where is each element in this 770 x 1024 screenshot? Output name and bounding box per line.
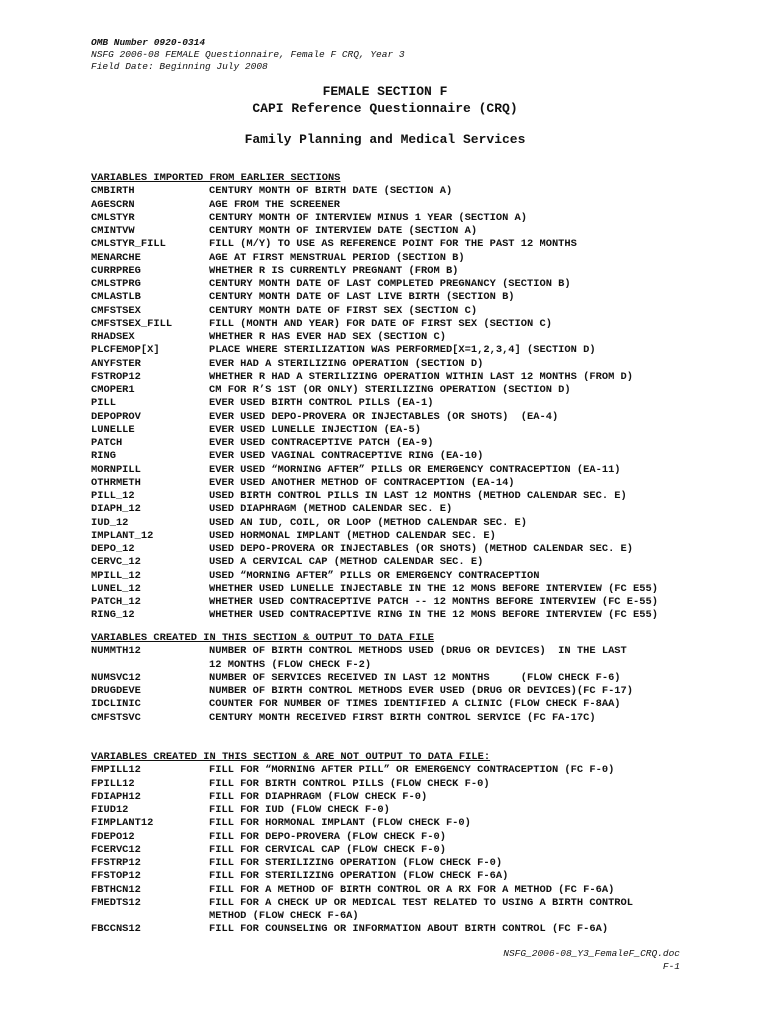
variable-name: CMBIRTH bbox=[91, 185, 135, 198]
variable-description: NUMBER OF SERVICES RECEIVED IN LAST 12 MONTHS (FLOW CHECK F-6) bbox=[209, 671, 621, 684]
variable-name: RHADSEX bbox=[91, 331, 135, 343]
variable-row bbox=[91, 490, 711, 503]
variable-description: CENTURY MONTH OF INTERVIEW MINUS 1 YEAR (SECTION A) bbox=[209, 211, 528, 224]
variable-row bbox=[91, 804, 711, 817]
variable-description: CENTURY MONTH RECEIVED FIRST BIRTH CONTROL SERVICE (FC FA-17C) bbox=[209, 711, 596, 724]
variable-description: EVER USED BIRTH CONTROL PILLS (EA-1) bbox=[209, 397, 434, 410]
variable-row bbox=[91, 371, 711, 384]
variable-name: FSTROP12 bbox=[91, 370, 141, 383]
variable-name: PILL bbox=[91, 397, 116, 410]
variable-name: DRUGDEVE bbox=[91, 685, 141, 697]
variable-description: EVER USED “MORNING AFTER” PILLS OR EMERGENCY CONTRACEPTION (EA-11) bbox=[209, 463, 621, 476]
variable-row bbox=[91, 424, 711, 437]
variable-row bbox=[91, 464, 711, 477]
variable-description: FILL FOR STERILIZING OPERATION (FLOW CHECK F-0) bbox=[209, 857, 503, 869]
variable-description: USED A CERVICAL CAP (METHOD CALENDAR SEC. E) bbox=[209, 556, 484, 569]
variable-description: NUMBER OF BIRTH CONTROL METHODS EVER USED (DRUG OR DEVICES)(FC F-17) bbox=[209, 685, 634, 697]
variable-row bbox=[91, 397, 711, 410]
variable-name: PATCH bbox=[91, 437, 123, 449]
variable-name: AGESCRN bbox=[91, 198, 135, 211]
variable-row bbox=[91, 411, 711, 424]
created-output-section bbox=[91, 632, 711, 725]
variable-name: DEPO_12 bbox=[91, 543, 135, 555]
survey-line: NSFG 2006-08 FEMALE Questionnaire, Female F CRQ, Year 3 bbox=[91, 49, 405, 61]
variable-description: CENTURY MONTH OF BIRTH DATE (SECTION A) bbox=[209, 185, 453, 198]
variable-list bbox=[91, 764, 711, 936]
page-number: F-1 bbox=[662, 960, 680, 972]
variable-name: RING_12 bbox=[91, 609, 135, 622]
variable-row bbox=[91, 331, 711, 344]
variable-row bbox=[91, 199, 711, 212]
topic-title: Family Planning and Medical Services bbox=[244, 132, 526, 147]
variable-name: NUMMTH12 bbox=[91, 645, 141, 658]
variable-description: WHETHER R HAS EVER HAD SEX (SECTION C) bbox=[209, 331, 446, 343]
variable-description: USED DIAPHRAGM (METHOD CALENDAR SEC. E) bbox=[209, 503, 453, 516]
variable-description: FILL FOR COUNSELING OR INFORMATION ABOUT BIRTH CONTROL (FC F-6A) bbox=[209, 923, 609, 936]
variable-name: FPILL12 bbox=[91, 777, 135, 790]
variable-name: IDCLINIC bbox=[91, 698, 141, 711]
variable-name: LUNELLE bbox=[91, 423, 135, 436]
variable-list bbox=[91, 645, 711, 725]
variable-description: WHETHER R HAD A STERILIZING OPERATION WITHIN LAST 12 MONTHS (FROM D) bbox=[209, 370, 634, 383]
page-footer bbox=[503, 948, 680, 973]
field-date: Field Date: Beginning July 2008 bbox=[91, 61, 268, 73]
variable-name: FFSTRP12 bbox=[91, 857, 141, 869]
variable-row bbox=[91, 278, 711, 291]
variable-description: FILL FOR BIRTH CONTROL PILLS (FLOW CHECK F-0) bbox=[209, 777, 490, 790]
variable-name: FCERVC12 bbox=[91, 843, 141, 856]
variable-name: CERVC_12 bbox=[91, 556, 141, 569]
variable-description: USED “MORNING AFTER” PILLS OR EMERGENCY CONTRACEPTION bbox=[209, 569, 540, 582]
variable-row bbox=[91, 212, 711, 225]
variable-description: EVER HAD A STERILIZING OPERATION (SECTION D) bbox=[209, 357, 484, 370]
variable-description: FILL FOR A METHOD OF BIRTH CONTROL OR A RX FOR A METHOD (FC F-6A) bbox=[209, 883, 615, 896]
variable-description: WHETHER USED CONTRACEPTIVE PATCH -- 12 MONTHS BEFORE INTERVIEW (FC E-55) bbox=[209, 596, 658, 608]
variable-description: AGE FROM THE SCREENER bbox=[209, 198, 340, 211]
variable-name: IUD_12 bbox=[91, 516, 129, 529]
variable-list bbox=[91, 185, 711, 622]
variable-name: FDIAPH12 bbox=[91, 790, 141, 803]
variable-row bbox=[91, 543, 711, 556]
variable-name: FFSTOP12 bbox=[91, 870, 141, 883]
variable-description: CENTURY MONTH DATE OF LAST COMPLETED PREGNANCY (SECTION B) bbox=[209, 278, 571, 290]
variable-name: FBCCNS12 bbox=[91, 923, 141, 936]
variable-name: FMPILL12 bbox=[91, 764, 141, 777]
section-title: FEMALE SECTION F bbox=[322, 84, 448, 99]
variable-name: CMLSTPRG bbox=[91, 278, 141, 290]
variable-description: FILL (MONTH AND YEAR) FOR DATE OF FIRST SEX (SECTION C) bbox=[209, 317, 552, 330]
variable-description: AGE AT FIRST MENSTRUAL PERIOD (SECTION B) bbox=[209, 251, 465, 264]
variable-name: LUNEL_12 bbox=[91, 582, 141, 595]
variable-description: USED BIRTH CONTROL PILLS IN LAST 12 MONTHS (METHOD CALENDAR SEC. E) bbox=[209, 490, 627, 502]
variable-row bbox=[91, 252, 711, 265]
variable-description: EVER USED VAGINAL CONTRACEPTIVE RING (EA-10) bbox=[209, 450, 484, 463]
variable-name: DIAPH_12 bbox=[91, 503, 141, 516]
variable-row bbox=[91, 517, 711, 530]
variable-row bbox=[91, 265, 711, 278]
variable-row bbox=[91, 791, 711, 804]
variable-name: DEPOPROV bbox=[91, 410, 141, 423]
variable-row bbox=[91, 570, 711, 583]
variable-row bbox=[91, 384, 711, 397]
variable-row bbox=[91, 831, 711, 844]
variable-description: FILL FOR DEPO-PROVERA (FLOW CHECK F-0) bbox=[209, 830, 446, 843]
variable-description: WHETHER R IS CURRENTLY PREGNANT (FROM B) bbox=[209, 264, 459, 277]
variable-description: FILL FOR STERILIZING OPERATION (FLOW CHECK F-6A) bbox=[209, 870, 509, 883]
variable-row bbox=[91, 645, 711, 672]
variable-row bbox=[91, 923, 711, 936]
variable-row bbox=[91, 344, 711, 357]
variable-description: USED DEPO-PROVERA OR INJECTABLES (OR SHOTS) (METHOD CALENDAR SEC. E) bbox=[209, 543, 634, 555]
variable-name: CMLSTYR bbox=[91, 211, 135, 224]
variable-name: FIUD12 bbox=[91, 804, 129, 816]
variable-description: CM FOR R’S 1ST (OR ONLY) STERILIZING OPERATION (SECTION D) bbox=[209, 384, 571, 396]
variable-name: ANYFSTER bbox=[91, 357, 141, 370]
section-heading: VARIABLES CREATED IN THIS SECTION & ARE NOT OUTPUT TO DATA FILE: bbox=[91, 751, 491, 763]
variable-name: FMEDTS12 bbox=[91, 896, 141, 909]
variable-name: CMOPER1 bbox=[91, 384, 135, 396]
variable-name: MPILL_12 bbox=[91, 569, 141, 582]
variable-description: WHETHER USED LUNELLE INJECTABLE IN THE 12 MONS BEFORE INTERVIEW (FC E55) bbox=[209, 582, 658, 595]
variable-name: FDEPO12 bbox=[91, 830, 135, 843]
variable-row bbox=[91, 358, 711, 371]
variable-row bbox=[91, 698, 711, 711]
variable-description: USED HORMONAL IMPLANT (METHOD CALENDAR SEC. E) bbox=[209, 529, 496, 542]
variable-row bbox=[91, 291, 711, 304]
variable-row bbox=[91, 503, 711, 516]
variable-description: WHETHER USED CONTRACEPTIVE RING IN THE 12 MONS BEFORE INTERVIEW (FC E55) bbox=[209, 609, 658, 622]
variable-row bbox=[91, 318, 711, 331]
variable-row bbox=[91, 583, 711, 596]
file-name: NSFG_2006-08_Y3_FemaleF_CRQ.doc bbox=[503, 948, 680, 959]
variable-description: FILL (M/Y) TO USE AS REFERENCE POINT FOR THE PAST 12 MONTHS bbox=[209, 238, 577, 251]
variable-name: NUMSVC12 bbox=[91, 671, 141, 684]
variable-description: FILL FOR “MORNING AFTER PILL” OR EMERGENCY CONTRACEPTION (FC F-0) bbox=[209, 764, 615, 777]
variable-row bbox=[91, 764, 711, 777]
variable-row bbox=[91, 884, 711, 897]
variable-description: NUMBER OF BIRTH CONTROL METHODS USED (DRUG OR DEVICES) IN THE LAST 12 MONTHS (FLOW CHECK F-2) bbox=[209, 645, 627, 671]
variable-row bbox=[91, 870, 711, 883]
variable-row bbox=[91, 185, 711, 198]
imported-variables-section bbox=[91, 172, 711, 623]
variable-description: EVER USED ANOTHER METHOD OF CONTRACEPTION (EA-14) bbox=[209, 476, 515, 489]
variable-description: COUNTER FOR NUMBER OF TIMES IDENTIFIED A CLINIC (FLOW CHECK F-8AA) bbox=[209, 698, 621, 711]
variable-row bbox=[91, 477, 711, 490]
variable-description: CENTURY MONTH DATE OF LAST LIVE BIRTH (SECTION B) bbox=[209, 291, 515, 304]
variable-name: CMFSTSEX bbox=[91, 304, 141, 317]
variable-name: PATCH_12 bbox=[91, 596, 141, 608]
variable-row bbox=[91, 712, 711, 725]
variable-name: OTHRMETH bbox=[91, 476, 141, 489]
variable-row bbox=[91, 685, 711, 698]
omb-number: OMB Number 0920-0314 bbox=[91, 37, 206, 48]
variable-name: MENARCHE bbox=[91, 251, 141, 264]
variable-description: FILL FOR DIAPHRAGM (FLOW CHECK F-0) bbox=[209, 790, 428, 803]
variable-row bbox=[91, 778, 711, 791]
variable-name: CMLASTLB bbox=[91, 291, 141, 304]
variable-row bbox=[91, 305, 711, 318]
variable-description: FILL FOR A CHECK UP OR MEDICAL TEST RELATED TO USING A BIRTH CONTROL METHOD (FLOW CHECK F-6A) bbox=[209, 896, 634, 922]
variable-name: IMPLANT_12 bbox=[91, 529, 154, 542]
variable-row bbox=[91, 596, 711, 609]
variable-row bbox=[91, 857, 711, 870]
variable-row bbox=[91, 672, 711, 685]
variable-row bbox=[91, 530, 711, 543]
variable-name: RING bbox=[91, 450, 116, 463]
created-not-output-section bbox=[91, 751, 711, 937]
variable-description: EVER USED CONTRACEPTIVE PATCH (EA-9) bbox=[209, 437, 434, 449]
variable-row bbox=[91, 225, 711, 238]
variable-name: CMINTVW bbox=[91, 225, 135, 237]
variable-name: FIMPLANT12 bbox=[91, 817, 154, 830]
variable-row bbox=[91, 844, 711, 857]
variable-name: FBTHCN12 bbox=[91, 883, 141, 896]
variable-row bbox=[91, 556, 711, 569]
variable-description: FILL FOR HORMONAL IMPLANT (FLOW CHECK F-0) bbox=[209, 817, 471, 830]
variable-name: CMLSTYR_FILL bbox=[91, 238, 166, 251]
variable-name: CURRPREG bbox=[91, 264, 141, 277]
variable-name: MORNPILL bbox=[91, 463, 141, 476]
questionnaire-title: CAPI Reference Questionnaire (CRQ) bbox=[252, 101, 518, 116]
variable-name: PLCFEMOP[X] bbox=[91, 344, 160, 357]
variable-row bbox=[91, 437, 711, 450]
variable-description: CENTURY MONTH DATE OF FIRST SEX (SECTION C) bbox=[209, 304, 478, 317]
variable-row bbox=[91, 609, 711, 622]
variable-row bbox=[91, 817, 711, 830]
variable-description: PLACE WHERE STERILIZATION WAS PERFORMED[X=1,2,3,4] (SECTION D) bbox=[209, 344, 596, 357]
variable-row bbox=[91, 897, 711, 924]
variable-row bbox=[91, 238, 711, 251]
variable-name: PILL_12 bbox=[91, 490, 135, 502]
variable-description: EVER USED DEPO-PROVERA OR INJECTABLES (OR SHOTS) (EA-4) bbox=[209, 410, 559, 423]
variable-row bbox=[91, 450, 711, 463]
variable-description: FILL FOR IUD (FLOW CHECK F-0) bbox=[209, 804, 390, 816]
document-header bbox=[91, 37, 405, 74]
variable-description: USED AN IUD, COIL, OR LOOP (METHOD CALENDAR SEC. E) bbox=[209, 516, 528, 529]
section-heading: VARIABLES CREATED IN THIS SECTION & OUTPUT TO DATA FILE bbox=[91, 632, 434, 644]
section-heading: VARIABLES IMPORTED FROM EARLIER SECTIONS bbox=[91, 172, 341, 184]
variable-name: CMFSTSEX_FILL bbox=[91, 317, 173, 330]
variable-description: CENTURY MONTH OF INTERVIEW DATE (SECTION A) bbox=[209, 225, 478, 237]
variable-description: FILL FOR CERVICAL CAP (FLOW CHECK F-0) bbox=[209, 843, 446, 856]
variable-name: CMFSTSVC bbox=[91, 711, 141, 724]
variable-description: EVER USED LUNELLE INJECTION (EA-5) bbox=[209, 423, 422, 436]
